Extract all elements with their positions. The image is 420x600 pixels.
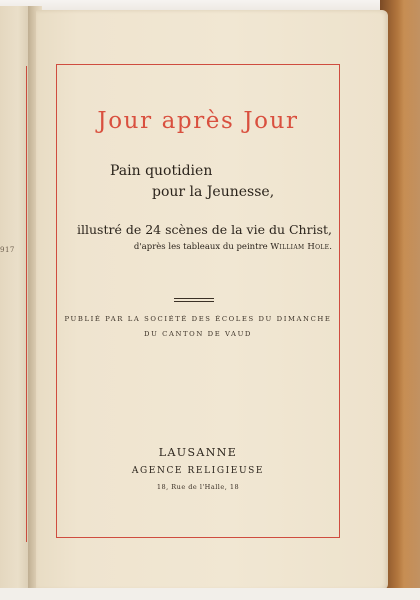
backdrop-top — [0, 0, 420, 10]
subtitle-line-2: pour la Jeunesse, — [152, 184, 275, 200]
left-page-red-rule — [26, 66, 27, 542]
imprint-address: 18, Rue de l'Halle, 18 — [156, 483, 240, 491]
painter-credit — [70, 242, 332, 256]
left-page-margin-note: 917 — [0, 246, 15, 254]
painter-name: William Hole — [270, 242, 330, 252]
left-page — [0, 6, 30, 592]
painter-credit-prefix: d'après les tableaux du peintre — [133, 242, 271, 252]
subtitle-line-1: Pain quotidien — [110, 163, 213, 179]
ornamental-rule-bottom — [174, 301, 214, 302]
publisher-society-line-2: DU CANTON DE VAUD — [144, 330, 252, 338]
imprint-publisher: AGENCE RELIGIEUSE — [131, 466, 265, 476]
imprint-city: LAUSANNE — [158, 446, 238, 459]
painter-credit-suffix: . — [329, 242, 332, 252]
book-title: Jour après Jour — [97, 108, 299, 134]
backdrop-bottom — [0, 588, 420, 600]
ornamental-rule-top — [174, 298, 214, 299]
publisher-society-line-1: PUBLIÉ PAR LA SOCIÉTÉ DES ÉCOLES DU DIMANCHE — [64, 315, 332, 323]
illustration-line: illustré de 24 scènes de la vie du Christ, — [77, 222, 332, 237]
